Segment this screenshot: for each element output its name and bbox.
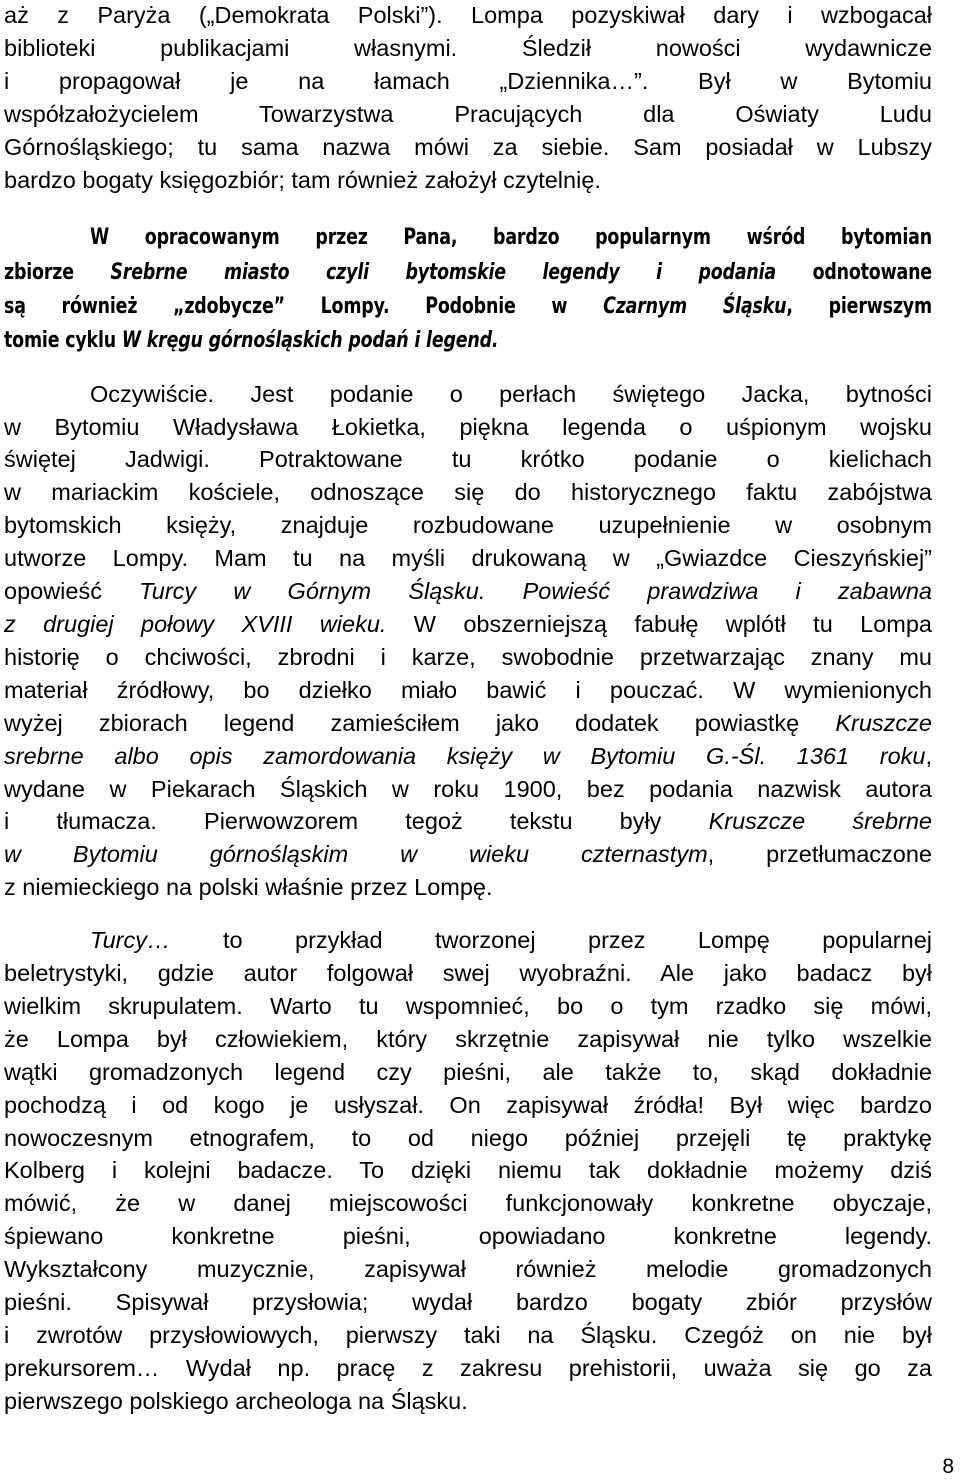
text-line xyxy=(4,542,932,575)
text-run: Wykształcony muzycznie, zapisywał również melodie gromadzonych xyxy=(4,1256,932,1283)
text-run: wyżej zbiorach legend zamieściłem jako dodatek powiastkę xyxy=(4,709,836,736)
text-run: Oczywiście. Jest podanie o perłach świętego Jacka, bytności xyxy=(90,380,932,407)
text-run: historię o chciwości, zbrodni i karze, swobodnie przetwarzając znany mu xyxy=(4,643,932,670)
italic-title-run: W kręgu górnośląskich podań i legend. xyxy=(121,327,499,354)
text-line xyxy=(4,476,932,509)
italic-title-run: z drugiej połowy XVIII wieku. xyxy=(4,610,387,637)
text-run: biblioteki publikacjami własnymi. Śledził nowości wydawnicze xyxy=(4,34,932,61)
text-line xyxy=(4,740,932,773)
text-line xyxy=(4,1154,932,1187)
text-line xyxy=(4,674,932,707)
text-line xyxy=(4,707,932,740)
italic-title-run: w Bytomiu górnośląskim w wieku czternastym xyxy=(4,841,708,868)
italic-title-run: Czarnym Śląsku xyxy=(603,293,787,320)
text-run: i propagował je na łamach „Dziennika…”. Był w Bytomiu xyxy=(4,67,932,94)
text-run: tomie cyklu xyxy=(4,327,122,354)
text-run: beletrystyki, gdzie autor folgował swej wyobraźni. Ale jako badacz był xyxy=(4,960,932,987)
text-line xyxy=(4,1253,932,1286)
text-line xyxy=(4,1319,932,1352)
text-line xyxy=(4,378,932,411)
text-run: opowieść xyxy=(4,578,140,605)
italic-title-run: Srebrne miasto czyli bytomskie legendy i podania xyxy=(110,258,776,285)
text-run: utworze Lompy. Mam tu na myśli drukowaną w „Gwiazdce Cieszyńskiej” xyxy=(4,545,932,572)
text-run: zbiorze xyxy=(4,258,111,285)
text-run: , pierwszym xyxy=(786,293,932,320)
paragraph-3 xyxy=(4,378,932,905)
text-run: w Bytomiu Władysława Łokietka, piękna legenda o uśpionym wojsku xyxy=(4,413,932,440)
text-run: bytomskich księży, znajduje rozbudowane uzupełnienie w osobnym xyxy=(4,512,932,539)
text-line xyxy=(4,164,932,197)
text-run: nowoczesnym etnografem, to od niego później przejęli tę praktykę xyxy=(4,1124,932,1151)
text-run: W obszerniejszą fabułę wplótł tu Lompa xyxy=(386,610,932,637)
text-run: i zwrotów przysłowiowych, pierwszy taki na Śląsku. Czegóż on nie był xyxy=(4,1322,932,1348)
text-line xyxy=(4,98,932,131)
italic-title-run: Turcy… xyxy=(90,927,171,954)
text-run: że Lompa był człowiekiem, który skrzętnie zapisywał nie tylko wszelkie xyxy=(4,1025,932,1052)
text-run: materiał źródłowy, bo dziełko miało bawić i pouczać. W wymienionych xyxy=(4,676,932,703)
text-line xyxy=(4,1352,932,1385)
text-line xyxy=(4,1122,932,1155)
paragraph-1 xyxy=(4,0,932,196)
text-line xyxy=(4,131,932,164)
text-run: , xyxy=(925,742,932,769)
text-run: to przykład tworzonej przez Lompę popularnej xyxy=(170,927,932,954)
text-line xyxy=(4,608,932,641)
text-run: Kolberg i kolejni badacze. To dzięki niemu tak dokładnie możemy dziś xyxy=(4,1157,932,1184)
italic-title-run: Turcy w Górnym Śląsku. Powieść prawdziwa i zabawna xyxy=(139,578,932,605)
text-line xyxy=(4,1286,932,1319)
text-run: mówić, że w danej miejscowości funkcjonowały konkretne obyczaje, xyxy=(4,1190,932,1217)
text-line xyxy=(4,323,932,357)
text-run: wydane w Piekarach Śląskich w roku 1900, bez podania nazwisk autora xyxy=(4,775,932,802)
text-run: pierwszego polskiego archeologa na Śląsku. xyxy=(4,1387,468,1414)
text-line xyxy=(4,773,932,806)
text-line xyxy=(4,990,932,1023)
text-line xyxy=(4,1187,932,1220)
text-line xyxy=(4,641,932,674)
text-line xyxy=(4,1385,932,1418)
text-line xyxy=(4,924,932,957)
text-line xyxy=(4,289,932,323)
text-run: , przetłumaczone xyxy=(707,841,932,868)
text-line xyxy=(4,509,932,542)
document-page xyxy=(4,0,932,1418)
text-run: i tłumacza. Pierwowzorem tegoż tekstu były xyxy=(4,808,709,835)
text-line xyxy=(4,220,932,254)
text-line xyxy=(4,0,932,32)
text-line xyxy=(4,1220,932,1253)
text-line xyxy=(4,65,932,98)
text-run: świętej Jadwigi. Potraktowane tu krótko podanie o kielichach xyxy=(4,446,932,473)
paragraph-4 xyxy=(4,924,932,1418)
text-line xyxy=(4,871,932,904)
text-line xyxy=(4,805,932,838)
text-line xyxy=(4,443,932,476)
page-number: 8 xyxy=(942,1455,954,1478)
text-line xyxy=(4,32,932,65)
text-line xyxy=(4,1089,932,1122)
text-run: wielkim skrupulatem. Warto tu wspomnieć, bo o tym rzadko się mówi, xyxy=(4,992,932,1019)
text-run: śpiewano konkretne pieśni, opowiadano konkretne legendy. xyxy=(4,1223,932,1250)
text-run: W opracowanym przez Pana, bardzo popularnym wśród bytomian xyxy=(90,224,932,251)
text-line xyxy=(4,1056,932,1089)
text-run: pochodzą i od kogo je usłyszał. On zapisywał źródła! Był więc bardzo xyxy=(4,1091,932,1118)
text-run: współzałożycielem Towarzystwa Pracujących dla Oświaty Ludu xyxy=(4,100,932,127)
text-line xyxy=(4,255,932,289)
text-line xyxy=(4,838,932,871)
text-run: z niemieckiego na polski właśnie przez Lompę. xyxy=(4,874,493,901)
text-run: aż z Paryża („Demokrata Polski”). Lompa pozyskiwał dary i wzbogacał xyxy=(4,2,932,28)
paragraph-2-bold-question xyxy=(4,220,932,357)
italic-title-run: Kruszcze śrebrne xyxy=(708,808,932,835)
text-run: są również „zdobycze” Lompy. Podobnie w xyxy=(4,293,604,320)
text-run: wątki gromadzonych legend czy pieśni, ale także to, skąd dokładnie xyxy=(4,1058,932,1085)
italic-title-run: Kruszcze xyxy=(835,709,932,736)
text-run: prekursorem… Wydał np. pracę z zakresu prehistorii, uważa się go za xyxy=(4,1354,932,1381)
italic-title-run: srebrne albo opis zamordowania księży w Bytomiu G.-Śl. 1361 roku xyxy=(4,742,926,769)
text-line xyxy=(4,575,932,608)
text-run: w mariackim kościele, odnoszące się do historycznego faktu zabójstwa xyxy=(4,479,932,506)
text-line xyxy=(4,957,932,990)
text-run: pieśni. Spisywał przysłowia; wydał bardzo bogaty zbiór przysłów xyxy=(4,1289,932,1316)
text-run: bardzo bogaty księgozbiór; tam również założył czytelnię. xyxy=(4,166,601,193)
text-line xyxy=(4,411,932,444)
text-line xyxy=(4,1023,932,1056)
text-run: Górnośląskiego; tu sama nazwa mówi za siebie. Sam posiadał w Lubszy xyxy=(4,133,932,160)
text-run: odnotowane xyxy=(775,258,932,285)
